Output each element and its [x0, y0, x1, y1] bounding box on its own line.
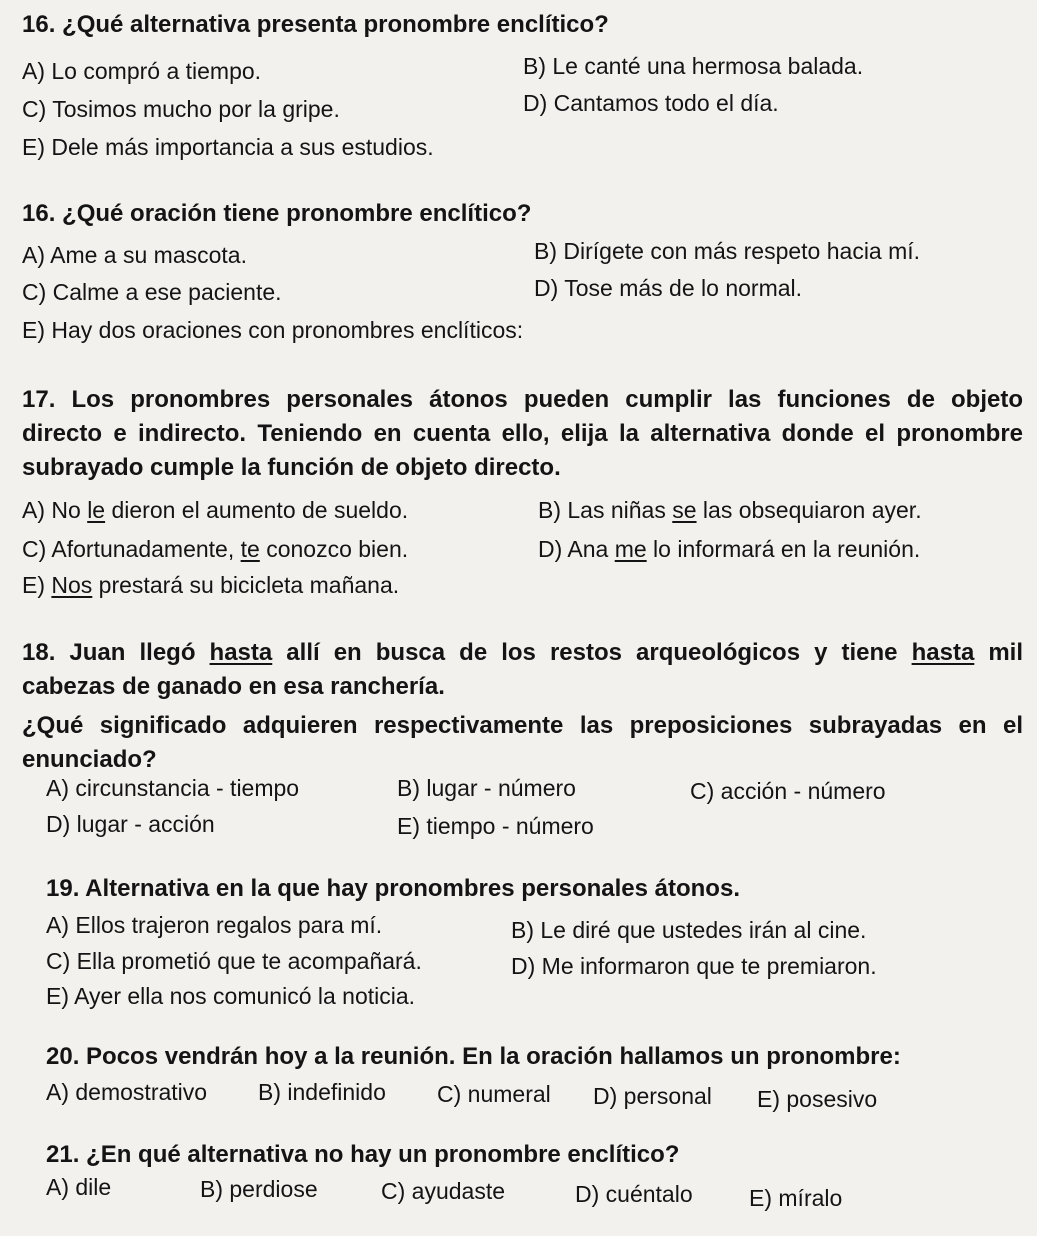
underlined-pronoun: se: [672, 497, 697, 523]
stem-line: 17. Los pronombres personales átonos pueden cumplir las funciones de objeto: [22, 386, 1023, 413]
option-c: C) Calme a ese paciente.: [22, 279, 282, 305]
option-b: B) Dirígete con más respeto hacia mí.: [534, 238, 921, 264]
option-b: B) lugar - número: [397, 775, 576, 801]
option-d: D) Ana me lo informará en la reunión.: [538, 536, 921, 562]
question-stem: [22, 383, 1023, 485]
option-b: B) perdiose: [200, 1176, 318, 1202]
underlined-preposition: hasta: [911, 639, 975, 666]
stem-line: enunciado?: [22, 746, 157, 773]
option-c: C) ayudaste: [381, 1178, 506, 1204]
option-c: C) numeral: [437, 1081, 551, 1107]
option-b: B) Le diré que ustedes irán al cine.: [511, 917, 867, 943]
option-a: A) No le dieron el aumento de sueldo.: [22, 497, 409, 523]
option-a: A) Ellos trajeron regalos para mí.: [46, 912, 383, 938]
option-a: A) dile: [46, 1174, 112, 1200]
underlined-preposition: hasta: [209, 639, 273, 666]
stem-line: cabezas de ganado en esa ranchería.: [22, 673, 445, 700]
stem-line: ¿Qué significado adquieren respectivamente las preposiciones subrayadas en el: [22, 712, 1023, 739]
option-b: B) Le canté una hermosa balada.: [523, 53, 864, 79]
underlined-pronoun: te: [240, 536, 260, 562]
question-stem: 20. Pocos vendrán hoy a la reunión. En la oración hallamos un pronombre:: [46, 1043, 901, 1070]
option-c: C) Tosimos mucho por la gripe.: [22, 96, 340, 122]
underlined-pronoun: le: [87, 497, 106, 523]
stem-line: 18. Juan llegó hasta allí en busca de los restos arqueológicos y tiene hasta mil: [22, 639, 1024, 666]
option-c: C) Ella prometió que te acompañará.: [46, 948, 422, 974]
option-e: E) posesivo: [757, 1086, 878, 1112]
option-e: E) Ayer ella nos comunicó la noticia.: [46, 983, 416, 1009]
question-stem: 21. ¿En qué alternativa no hay un pronombre enclítico?: [46, 1141, 680, 1168]
option-a: A) demostrativo: [46, 1079, 208, 1105]
option-b: B) Las niñas se las obsequiaron ayer.: [538, 497, 922, 523]
question-stem: 16. ¿Qué alternativa presenta pronombre enclítico?: [22, 11, 609, 38]
question-stem: 19. Alternativa en la que hay pronombres personales átonos.: [46, 875, 740, 902]
stem-line: directo e indirecto. Teniendo en cuenta ello, elija la alternativa donde el pronombre: [22, 420, 1023, 447]
option-d: D) cuéntalo: [575, 1181, 693, 1207]
option-d: D) lugar - acción: [46, 811, 215, 837]
option-b: B) indefinido: [258, 1079, 386, 1105]
option-a: A) circunstancia - tiempo: [46, 775, 300, 801]
option-a: A) Lo compró a tiempo.: [22, 58, 262, 84]
option-e: E) Hay dos oraciones con pronombres enclíticos:: [22, 317, 524, 343]
option-e: E) Nos prestará su bicicleta mañana.: [22, 572, 400, 598]
option-d: D) Tose más de lo normal.: [534, 275, 803, 301]
underlined-pronoun: Nos: [51, 572, 93, 598]
option-e: E) Dele más importancia a sus estudios.: [22, 134, 434, 160]
underlined-pronoun: me: [614, 536, 647, 562]
stem-line: subrayado cumple la función de objeto directo.: [22, 454, 561, 481]
option-a: A) Ame a su mascota.: [22, 242, 247, 268]
question-stem: [22, 636, 1023, 777]
question-stem: 16. ¿Qué oración tiene pronombre enclítico?: [22, 200, 532, 227]
option-e: E) míralo: [749, 1185, 843, 1211]
option-e: E) tiempo - número: [397, 813, 594, 839]
option-c: C) acción - número: [690, 778, 886, 804]
option-d: D) Cantamos todo el día.: [523, 90, 779, 116]
option-d: D) Me informaron que te premiaron.: [511, 953, 877, 979]
option-d: D) personal: [593, 1083, 712, 1109]
option-c: C) Afortunadamente, te conozco bien.: [22, 536, 409, 562]
